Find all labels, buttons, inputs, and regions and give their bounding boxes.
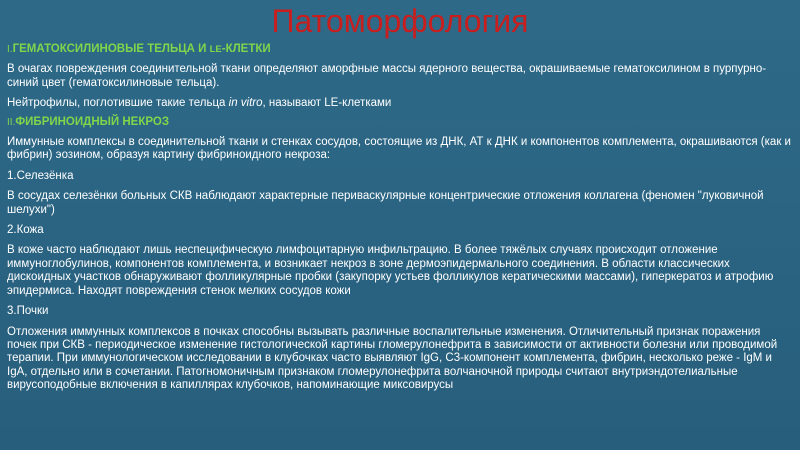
section-1-heading-text-c: -КЛЕТКИ — [221, 43, 271, 55]
section-1-number: I. — [7, 44, 13, 55]
section-1-paragraph-2 — [7, 97, 793, 110]
item-1-text: В сосудах селезёнки больных СКВ наблюдают характерные периваскулярные концентрические отложения коллагена (феномен "луковичной шелухи") — [7, 190, 764, 216]
item-3-label: 3.Почки — [7, 305, 49, 318]
section-1-heading-text-b: LE — [209, 44, 222, 55]
section-1-paragraph-2-italic: in vitro — [228, 97, 263, 110]
section-1-heading-text-a: ГЕМАТОКСИЛИНОВЫЕ ТЕЛЬЦА И — [12, 43, 210, 55]
section-1-paragraph-2-c: , называют LE-клетками — [262, 97, 392, 110]
slide-title: Патоморфология — [271, 3, 529, 39]
item-2-text: В коже часто наблюдают лишь неспецифическую лимфоцитарную инфильтрацию. В более тяжёлых случаях происходит отложение иммуноглобулинов, компонентов комплемента, и возникает некроз в зоне дермоэпидермального соединения. В области классических дискоидных участков обнаруживают фолликулярные пробки (закупорку устьев фолликулов кератическими массами), гиперкератоз и атрофию эпидермиса. Находят повреждения стенок мелких сосудов кожи — [7, 244, 774, 297]
item-2-label: 2.Кожа — [7, 224, 44, 237]
section-2-heading-text: ФИБРИНОИДНЫЙ НЕКРОЗ — [15, 115, 170, 128]
slide-content — [7, 43, 793, 400]
section-1-paragraph-2-a: Нейтрофилы, поглотившие такие тельца — [7, 97, 229, 110]
item-3-text: Отложения иммунных комплексов в почках способны вызывать различные воспалительные изменения. Отличительный признак поражения почек при СКВ - периодическое изменение гистологической картины гломерулонефрита в зависимости от активности болезни или проводимой терапии. При иммунологическом исследовании в клубочках часто выявляют IgG, C3-компонент комплемента, фибрин, несколько реже - IgM и IgA, отдельно или в сочетании. Патогномоничным признаком гломерулонефрита волчаночной природы считают внутриэндотелиальные вирусоподобные включения в капиллярах клубочков, напоминающие миксовирусы — [7, 325, 778, 392]
section-2-heading — [7, 116, 793, 129]
section-1-paragraph-1: В очагах повреждения соединительной ткани определяют аморфные массы ядерного вещества, окрашиваемые гематоксилином в пурпурно-синий цвет (гематоксилиновые тельца). — [7, 63, 767, 89]
section-1-heading — [7, 43, 793, 56]
section-2-intro: Иммунные комплексы в соединительной ткани и стенках сосудов, состоящие из ДНК, АТ к ДНК и компонентов комплемента, окрашиваются (как и фибрин) эозином, образуя картину фибриноидного некроза: — [7, 136, 791, 162]
item-1-label: 1.Селезёнка — [7, 169, 74, 182]
section-2-number: II. — [7, 116, 16, 128]
